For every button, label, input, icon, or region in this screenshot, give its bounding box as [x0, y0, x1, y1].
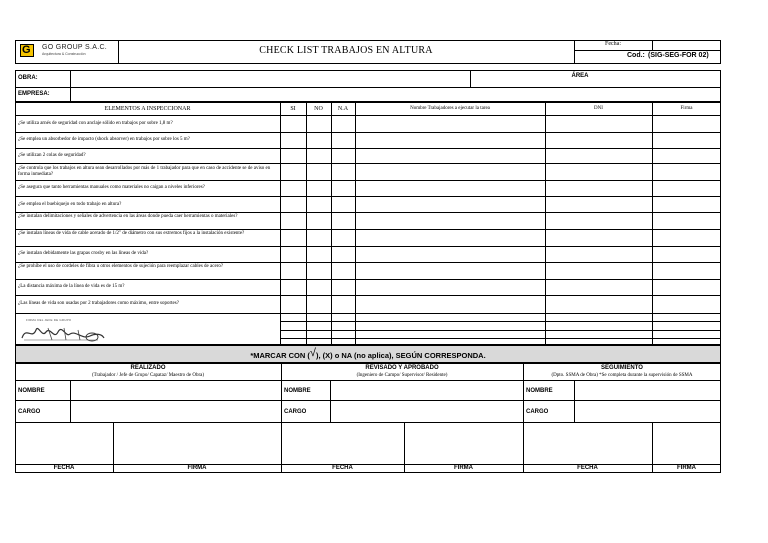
check-mark-icon: √: [309, 347, 316, 359]
row-divider: [15, 87, 721, 88]
checklist-item: ¿La distancia máxima de la línea de vida es de 15 m?: [18, 284, 125, 289]
row-divider: [15, 212, 721, 213]
label-divider: [330, 380, 331, 422]
col-divider-si: [280, 102, 281, 345]
row-divider: [280, 338, 721, 339]
table-header-divider: [15, 115, 721, 116]
fecha-label: FECHA: [577, 465, 598, 471]
company-subtitle: Arquitectura & Construcción: [42, 52, 86, 56]
row-divider: [15, 380, 721, 381]
col-header-dni: DNI: [594, 106, 603, 111]
obra-label: OBRA:: [18, 75, 38, 81]
row-divider: [280, 321, 721, 322]
cargo-label: CARGO: [284, 409, 307, 415]
row-divider: [15, 229, 721, 230]
section-subtitle-revisado: (Ingeniero de Campo/ Supervisor/ Residente): [356, 373, 448, 378]
fecha-label: Fecha:: [605, 41, 621, 47]
section-subtitle-seguimiento: (Dpto. SSMA de Obra) *Se completa durante la supervisión de SSMA: [551, 373, 693, 378]
header-divider-fecha-value: [652, 40, 653, 50]
cod-value: (SIG-SEG-FOR 02): [648, 52, 709, 59]
row-divider: [15, 163, 721, 164]
nombre-label: NOMBRE: [18, 388, 45, 394]
nombre-label: NOMBRE: [526, 388, 553, 394]
checklist-item: ¿Se instalan líneas de vida de cable acerado de 1/2" de diámetro con sus extremos fijos a la instalación existente?: [18, 231, 245, 236]
row-divider: [15, 422, 721, 423]
row-divider: [15, 246, 721, 247]
cod-label: Cod.:: [627, 52, 645, 59]
row-divider: [15, 148, 721, 149]
checklist-item: ¿Se prohíbe el uso de cordeles de fibra u otros elementos de sujeción para reemplazar cables de acero?: [18, 264, 224, 269]
empresa-label: EMPRESA:: [18, 91, 50, 97]
checklist-item: ¿Se instalan debidamente las grapas crosby en las líneas de vida?: [18, 251, 149, 256]
signature-image: [18, 320, 108, 344]
row-divider: [280, 330, 721, 331]
checklist-item: ¿Se instalan delimitaciones y señales de advertencia en las áreas donde pueda caer herramientas o materiales?: [18, 214, 238, 219]
checklist-item: ¿Se emplea un absorbedor de impacto (shock absorver) en trabajos por sobre los 5 m?: [18, 137, 190, 142]
section-subtitle-realizado: (Trabajador / Jefe de Grupo/ Capataz/ Maestro de Obra): [92, 373, 204, 378]
firma-label: FIRMA: [677, 465, 696, 471]
col-divider-firma: [652, 102, 653, 345]
row-divider: [15, 313, 721, 314]
row-divider: [15, 132, 721, 133]
col-header-trabajadores: Nombre Trabajadores a ejecutar la tarea: [410, 106, 490, 111]
section-title-revisado: REVISADO Y APROBADO: [365, 365, 439, 371]
col-header-na: N.A: [337, 106, 349, 112]
checklist-item: ¿Se asegura que tanto herramientas manuales como materiales no caigan a niveles inferiores?: [18, 185, 205, 190]
row-divider: [15, 196, 721, 197]
cargo-label: CARGO: [18, 409, 41, 415]
label-divider: [574, 380, 575, 422]
col-divider-na: [331, 102, 332, 345]
instruction-text: [15, 349, 721, 361]
company-name: GO GROUP S.A.C.: [42, 44, 108, 51]
row-divider: [15, 295, 721, 296]
checklist-item: ¿Se utiliza arnés de seguridad con anclaje sólido en trabajos por sobre 1,8 m?: [18, 121, 173, 126]
cargo-label: CARGO: [526, 409, 549, 415]
col-header-firma: Firma: [680, 106, 693, 111]
firma-label: FIRMA: [454, 465, 473, 471]
section-title-seguimiento: SEGUIMIENTO: [601, 365, 643, 371]
col-header-si: SI: [290, 106, 296, 112]
instruction-after: ), (X) o NA (no aplica), SEGÚN CORRESPONDA.: [315, 351, 486, 360]
firma-label: FIRMA: [187, 465, 207, 471]
row-divider: [15, 262, 721, 263]
fecha-label: FECHA: [53, 465, 75, 471]
row-divider: [15, 400, 721, 401]
area-label: ÁREA: [571, 73, 589, 79]
col-divider-dni: [545, 102, 546, 345]
col-header-elementos: ELEMENTOS A INSPECCIONAR: [104, 106, 191, 112]
checklist-item: ¿Se utilizan 2 colas de seguridad?: [18, 153, 86, 158]
fecha-label: FECHA: [332, 465, 353, 471]
company-logo-letter: G: [22, 44, 31, 56]
row-divider: [15, 180, 721, 181]
row-divider: [15, 279, 721, 280]
instruction-before: *MARCAR CON (: [250, 351, 310, 360]
col-divider-trabajadores: [355, 102, 356, 345]
col-header-no: NO: [314, 106, 323, 112]
checklist-item: ¿Las líneas de vida son usadas por 2 trabajadores como máximo, entre soportes?: [18, 301, 179, 306]
obra-label-divider: [70, 70, 71, 102]
header-divider-fecha: [574, 50, 721, 51]
section-title-realizado: REALIZADO: [130, 365, 166, 371]
nombre-label: NOMBRE: [284, 388, 311, 394]
checklist-item: ¿Se controla que los trabajos en altura sean desarrollados por más de 1 trabajador para que en caso de accidente se de aviso en forma inmediata?: [18, 166, 271, 177]
col-divider-no: [306, 102, 307, 345]
page-title: CHECK LIST TRABAJOS EN ALTURA: [259, 45, 433, 56]
signature-caption: FIRMA DEL JEFE DE GRUPO: [26, 318, 72, 322]
checklist-item: ¿Se emplea el buebiquejo en todo trabajo en altura?: [18, 202, 122, 207]
label-divider: [70, 380, 71, 422]
